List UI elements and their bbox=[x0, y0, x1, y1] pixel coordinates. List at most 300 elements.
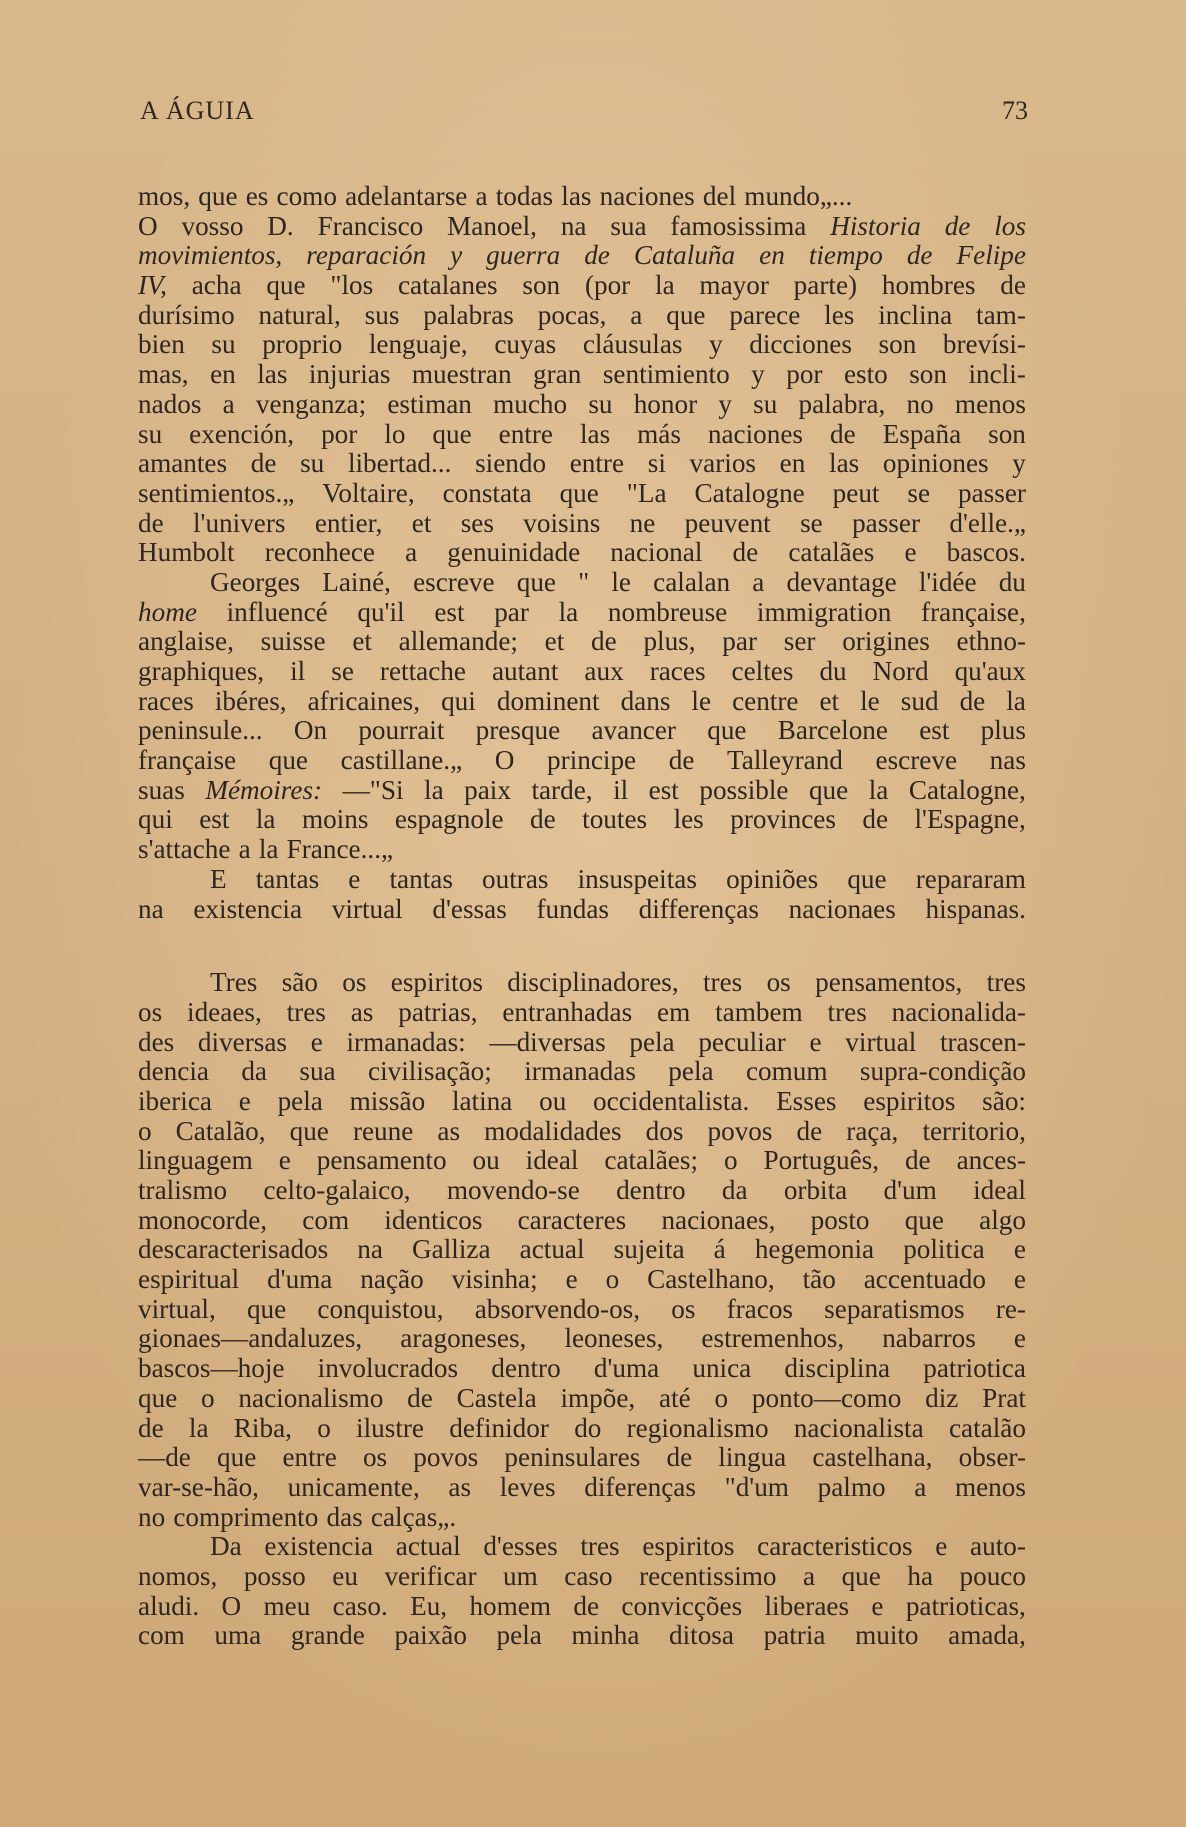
word: povos bbox=[707, 1115, 773, 1146]
word: a bbox=[222, 388, 235, 419]
word: e bbox=[809, 1026, 822, 1057]
word: modalidades bbox=[484, 1115, 622, 1146]
word: Historia bbox=[830, 210, 921, 241]
word: nacionaes, bbox=[661, 1204, 776, 1235]
word: repararam bbox=[915, 863, 1026, 894]
word: a bbox=[803, 1560, 816, 1591]
word: de bbox=[904, 1145, 931, 1176]
word: eu bbox=[332, 1560, 358, 1591]
word: as bbox=[437, 1115, 461, 1146]
text-line bbox=[138, 998, 1026, 1028]
word: ideal bbox=[525, 1145, 579, 1176]
word: visinha; bbox=[451, 1264, 538, 1295]
word: grande bbox=[290, 1620, 365, 1651]
word: re- bbox=[995, 1293, 1026, 1324]
word: obser- bbox=[958, 1442, 1026, 1473]
word: involucrados bbox=[317, 1353, 459, 1384]
word: amantes bbox=[138, 448, 228, 479]
word: entranhadas bbox=[502, 996, 633, 1027]
word: movendo-se bbox=[446, 1175, 580, 1205]
word: opiniões bbox=[726, 863, 819, 894]
word: que bbox=[289, 1115, 329, 1146]
word: que bbox=[432, 418, 472, 449]
word: regionalismo bbox=[626, 1412, 769, 1443]
word: se bbox=[331, 656, 354, 686]
word: esto bbox=[843, 359, 888, 390]
word: y bbox=[1012, 448, 1026, 479]
word: O bbox=[138, 210, 158, 241]
word: inclina bbox=[878, 299, 953, 330]
word: do bbox=[574, 1412, 602, 1443]
text-line bbox=[138, 509, 1026, 539]
word: On bbox=[293, 715, 328, 746]
text-line bbox=[138, 212, 1026, 242]
word: de bbox=[1000, 270, 1026, 301]
word: sentimientos.„ bbox=[138, 477, 295, 508]
word: definidor bbox=[449, 1412, 549, 1443]
word: diz bbox=[925, 1382, 959, 1413]
word: Humbolt bbox=[138, 537, 235, 568]
word: tam- bbox=[976, 299, 1026, 330]
word: et bbox=[544, 626, 565, 657]
word: existencia bbox=[193, 893, 303, 924]
word: por bbox=[321, 418, 358, 449]
word: E bbox=[210, 863, 227, 894]
word: leoneses, bbox=[564, 1323, 664, 1354]
word: los bbox=[994, 210, 1026, 241]
text-line bbox=[138, 1087, 1026, 1117]
word: o bbox=[714, 1382, 729, 1413]
word: d'esses bbox=[483, 1531, 558, 1562]
word: su bbox=[211, 329, 236, 360]
word: calalan bbox=[653, 566, 731, 597]
word: reparación bbox=[306, 240, 427, 271]
text-line bbox=[138, 746, 1026, 776]
word: des bbox=[138, 1026, 175, 1057]
word: parece bbox=[729, 299, 801, 330]
word: en bbox=[779, 448, 806, 479]
word: est bbox=[648, 774, 679, 805]
word: sentimiento bbox=[602, 359, 730, 390]
word: meu bbox=[263, 1590, 311, 1621]
word: la bbox=[655, 270, 675, 301]
word: ditosa bbox=[669, 1620, 734, 1651]
word: a bbox=[914, 1471, 927, 1502]
word: son bbox=[878, 329, 917, 360]
word: le bbox=[611, 566, 631, 597]
word: que bbox=[266, 270, 306, 301]
word: espiritos bbox=[642, 1531, 735, 1562]
word: guerra bbox=[486, 240, 561, 271]
word: algo bbox=[979, 1204, 1026, 1235]
word: bien bbox=[138, 329, 185, 360]
word: Riba, bbox=[233, 1412, 292, 1443]
word: de bbox=[829, 418, 856, 449]
word: tiempo bbox=[808, 240, 883, 271]
word: separatismos bbox=[824, 1293, 965, 1324]
word: que bbox=[217, 1442, 257, 1473]
word: ibéres, bbox=[214, 685, 287, 716]
word: par bbox=[494, 596, 529, 627]
word: se bbox=[907, 477, 931, 508]
word: s'attache bbox=[138, 834, 231, 865]
word: Tres bbox=[210, 967, 258, 998]
paragraph-gap bbox=[138, 924, 1026, 968]
word: (por bbox=[584, 270, 631, 301]
text-line bbox=[138, 538, 1026, 568]
word: origines bbox=[842, 626, 930, 657]
word: actual bbox=[519, 1234, 585, 1265]
word: dominent bbox=[496, 685, 600, 716]
word: paixão bbox=[394, 1620, 467, 1651]
text-line bbox=[138, 1057, 1026, 1087]
word: fundas bbox=[536, 893, 609, 924]
word: no bbox=[138, 1501, 166, 1532]
word: " bbox=[578, 566, 590, 597]
word: provinces bbox=[730, 804, 836, 835]
word: es bbox=[245, 181, 269, 211]
word: tres bbox=[286, 996, 326, 1027]
word: en bbox=[759, 240, 785, 271]
word: que bbox=[138, 1382, 178, 1413]
text-line bbox=[138, 1176, 1026, 1206]
word: nomos, bbox=[138, 1560, 218, 1591]
word: palabras bbox=[423, 299, 514, 330]
word: muestran bbox=[411, 359, 512, 390]
text-line bbox=[138, 776, 1026, 806]
word: Manoel, bbox=[447, 210, 537, 241]
word: IV, bbox=[138, 270, 167, 301]
word: tarde, bbox=[531, 774, 593, 805]
word: Castelhano, bbox=[647, 1264, 775, 1295]
word: se bbox=[800, 507, 823, 538]
word: e bbox=[310, 1026, 323, 1057]
word: em bbox=[657, 996, 691, 1027]
word: qui bbox=[138, 804, 173, 835]
word: y bbox=[709, 329, 723, 360]
word: ser bbox=[783, 626, 816, 657]
text-line bbox=[138, 1443, 1026, 1473]
word: outras bbox=[482, 863, 549, 894]
word: plus, bbox=[643, 626, 696, 657]
text-line bbox=[138, 301, 1026, 331]
text-line bbox=[138, 1503, 1026, 1533]
word: venganza; bbox=[255, 388, 367, 419]
word: d'uma bbox=[593, 1353, 660, 1384]
word: il bbox=[290, 656, 306, 686]
word: unicamente, bbox=[287, 1471, 420, 1502]
word: races bbox=[138, 685, 194, 716]
word: l'idée bbox=[918, 566, 977, 597]
word: irmanadas: bbox=[346, 1026, 466, 1057]
text-line bbox=[138, 360, 1026, 390]
word: mas, bbox=[138, 359, 189, 390]
word: e bbox=[348, 863, 361, 894]
word: tres bbox=[827, 996, 867, 1027]
word: de bbox=[959, 685, 986, 716]
word: sus bbox=[364, 299, 400, 330]
word: differenças bbox=[638, 893, 759, 924]
word: um bbox=[503, 1560, 538, 1591]
word: entre bbox=[569, 448, 625, 479]
word: races bbox=[649, 656, 706, 686]
word: sua bbox=[299, 1056, 336, 1087]
word: o bbox=[138, 1115, 152, 1146]
word: las bbox=[579, 418, 611, 449]
word: Catalogne bbox=[694, 477, 805, 508]
word: est bbox=[199, 804, 230, 835]
word: exención, bbox=[189, 418, 295, 449]
word: le bbox=[691, 685, 712, 716]
word: patrias, bbox=[398, 996, 478, 1027]
word: hombres bbox=[881, 270, 976, 301]
word: trascen- bbox=[939, 1026, 1026, 1057]
word: virtual bbox=[331, 893, 403, 924]
word: uma bbox=[214, 1620, 262, 1651]
word: pensamentos, bbox=[815, 967, 963, 998]
word: passer bbox=[852, 507, 921, 538]
word: estiman bbox=[387, 388, 472, 419]
word: d'essas bbox=[432, 893, 507, 924]
word: injurias bbox=[308, 359, 391, 390]
word: dencia bbox=[138, 1056, 209, 1087]
word: del bbox=[702, 181, 737, 211]
word: y bbox=[751, 359, 765, 390]
word: estremenhos, bbox=[701, 1323, 845, 1354]
word: menos bbox=[954, 1471, 1026, 1502]
word: occidentalista. bbox=[593, 1085, 750, 1116]
word: pela bbox=[277, 1085, 323, 1116]
word: o bbox=[317, 1412, 331, 1443]
word: française, bbox=[921, 596, 1026, 627]
word: castillane.„ bbox=[340, 745, 463, 776]
word: proprio bbox=[262, 329, 343, 360]
word: hispanas. bbox=[925, 893, 1026, 924]
body-text bbox=[138, 182, 1026, 1651]
text-line bbox=[138, 598, 1026, 628]
word: durísimo bbox=[138, 299, 235, 330]
word: aludi. bbox=[138, 1590, 200, 1621]
text-line bbox=[138, 1028, 1026, 1058]
word: de bbox=[796, 1115, 823, 1146]
word: identicos bbox=[384, 1204, 483, 1235]
word: y bbox=[450, 240, 463, 271]
word: mucho bbox=[493, 388, 568, 419]
word: movimientos, bbox=[138, 240, 283, 271]
word: pouco bbox=[959, 1560, 1026, 1591]
word: irmanadas bbox=[524, 1056, 636, 1087]
word: insuspeitas bbox=[577, 863, 697, 894]
word: ethno- bbox=[956, 626, 1026, 657]
word: la bbox=[424, 774, 444, 805]
word: castelhana, bbox=[812, 1442, 933, 1473]
word: nacionaes bbox=[788, 893, 896, 924]
word: e bbox=[238, 1085, 251, 1116]
text-line bbox=[138, 271, 1026, 301]
word: os bbox=[138, 996, 163, 1027]
text-line bbox=[138, 1117, 1026, 1147]
word: moins bbox=[301, 804, 369, 835]
running-head bbox=[140, 96, 1028, 136]
word: pocas, bbox=[537, 299, 607, 330]
word: até bbox=[658, 1382, 691, 1413]
word: devantage bbox=[786, 566, 897, 597]
text-line bbox=[138, 1414, 1026, 1444]
text-line bbox=[138, 449, 1026, 479]
word: Georges bbox=[210, 566, 301, 597]
word: suas bbox=[138, 774, 185, 805]
word: su bbox=[588, 388, 613, 419]
word: famosissima bbox=[670, 210, 807, 241]
word: presque bbox=[475, 715, 561, 746]
text-line bbox=[138, 1146, 1026, 1176]
word: mos, bbox=[138, 181, 191, 211]
word: acha bbox=[191, 270, 242, 301]
word: existencia bbox=[264, 1531, 374, 1562]
text-line bbox=[138, 1562, 1026, 1592]
word: que bbox=[808, 774, 849, 805]
word: cláusulas bbox=[582, 329, 683, 360]
word: a bbox=[752, 566, 765, 597]
word: que bbox=[841, 1560, 881, 1591]
word: a bbox=[475, 181, 488, 211]
word: incli- bbox=[968, 359, 1026, 390]
word: caso bbox=[564, 1560, 613, 1591]
word: civilisação; bbox=[368, 1056, 492, 1087]
word: ilustre bbox=[356, 1412, 425, 1443]
word: á bbox=[713, 1234, 726, 1265]
word: nacional bbox=[610, 537, 703, 568]
word: du bbox=[998, 566, 1026, 597]
word: —"Si bbox=[342, 774, 404, 805]
word: toutes bbox=[582, 804, 648, 835]
word: e bbox=[904, 537, 917, 568]
word: voisins bbox=[523, 507, 601, 538]
word: pourrait bbox=[358, 715, 445, 746]
word: homem bbox=[469, 1590, 552, 1621]
word: Esses bbox=[776, 1085, 837, 1116]
word: la bbox=[868, 774, 889, 805]
word: nação bbox=[360, 1264, 424, 1295]
word: peut bbox=[832, 477, 880, 508]
word: suisse bbox=[260, 626, 326, 657]
word: peculiar bbox=[698, 1026, 786, 1057]
word: siendo bbox=[475, 448, 547, 479]
word: Voltaire, bbox=[322, 477, 415, 508]
text-line bbox=[138, 687, 1026, 717]
word: lingua bbox=[718, 1442, 787, 1473]
word: son bbox=[522, 270, 561, 301]
word: bascos—hoje bbox=[138, 1353, 285, 1384]
word: la bbox=[255, 804, 276, 835]
word: libertad... bbox=[347, 448, 452, 479]
word: las bbox=[257, 359, 288, 390]
word: genuinidade bbox=[447, 537, 581, 568]
word: celtes bbox=[731, 656, 794, 686]
word: Eu, bbox=[410, 1590, 448, 1621]
word: da bbox=[721, 1175, 748, 1205]
text-line bbox=[138, 1354, 1026, 1384]
word: reconhece bbox=[264, 537, 375, 568]
word: e bbox=[935, 1531, 948, 1562]
word: la bbox=[1006, 685, 1026, 716]
word: ses bbox=[460, 507, 494, 538]
text-line bbox=[138, 657, 1026, 687]
word: palabra, bbox=[798, 388, 886, 419]
word: virtual bbox=[845, 1026, 917, 1057]
text-line bbox=[138, 241, 1026, 271]
word: graphiques, bbox=[138, 656, 265, 686]
word: dicciones bbox=[749, 329, 852, 360]
word: hegemonia bbox=[754, 1234, 875, 1265]
word: menos bbox=[954, 388, 1026, 419]
word: ideaes, bbox=[187, 996, 262, 1027]
text-line bbox=[138, 1532, 1026, 1562]
text-line bbox=[138, 835, 1026, 865]
word: nados bbox=[138, 388, 202, 419]
word: Lainé, bbox=[322, 566, 391, 597]
word: politica bbox=[903, 1234, 985, 1265]
word: Prat bbox=[982, 1382, 1026, 1413]
word: entre bbox=[282, 1442, 337, 1473]
word: no bbox=[906, 388, 934, 419]
word: disciplinadores, bbox=[507, 967, 679, 998]
word: e bbox=[565, 1264, 578, 1295]
word: par bbox=[722, 626, 758, 657]
word: liberaes bbox=[764, 1590, 850, 1621]
word: cuyas bbox=[494, 329, 557, 360]
word: de bbox=[573, 1590, 600, 1621]
word: son bbox=[909, 359, 947, 390]
word: sud bbox=[900, 685, 939, 716]
word: e bbox=[1013, 1264, 1026, 1295]
word: catalães bbox=[788, 537, 875, 568]
word: auto- bbox=[970, 1531, 1026, 1562]
word: natural, bbox=[258, 299, 341, 330]
word: y bbox=[718, 388, 732, 419]
word: territorio, bbox=[922, 1115, 1026, 1146]
word: comprimento bbox=[173, 1501, 319, 1532]
word: Felipe bbox=[956, 240, 1026, 271]
word: Catalão, bbox=[175, 1115, 266, 1146]
word: la bbox=[188, 1412, 209, 1443]
word: tantas bbox=[255, 863, 320, 894]
word: naciones bbox=[599, 181, 695, 211]
word: dentro bbox=[491, 1353, 561, 1384]
word: qui bbox=[441, 685, 476, 716]
word: en bbox=[210, 359, 236, 390]
word: possible bbox=[699, 774, 789, 805]
word: caso. bbox=[332, 1590, 388, 1621]
word: patria bbox=[763, 1620, 826, 1651]
word: de bbox=[407, 1382, 433, 1413]
word: la bbox=[258, 834, 279, 865]
word: d'uma bbox=[267, 1264, 333, 1295]
word: da bbox=[241, 1056, 267, 1087]
word: raça, bbox=[846, 1115, 899, 1146]
word: aragoneses, bbox=[400, 1323, 527, 1354]
journal-title: A ÁGUIA bbox=[140, 96, 255, 125]
word: a bbox=[405, 537, 418, 568]
word: espiritos bbox=[863, 1085, 956, 1116]
word: immigration bbox=[756, 596, 892, 627]
text-line bbox=[138, 1473, 1026, 1503]
text-line bbox=[138, 1235, 1026, 1265]
word: tambem bbox=[715, 996, 803, 1027]
text-line bbox=[138, 1295, 1026, 1325]
word: si bbox=[647, 448, 666, 479]
word: o bbox=[723, 1145, 738, 1176]
